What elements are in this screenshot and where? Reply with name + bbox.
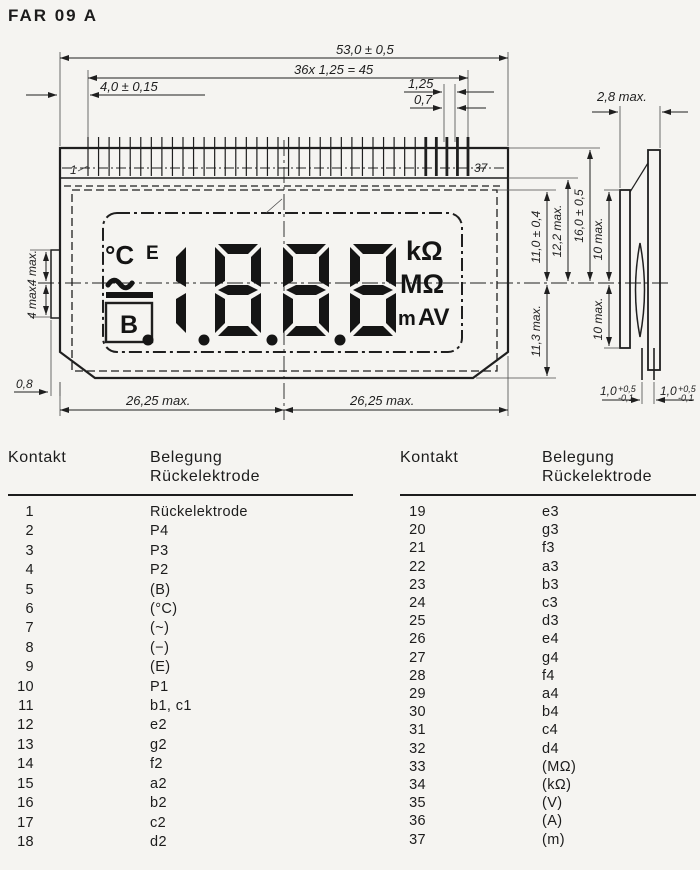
glass-seal-lens xyxy=(636,243,645,337)
pin-assignment: b1, c1 xyxy=(150,698,192,715)
pin-number: 14 xyxy=(17,756,34,773)
pin-assignment: c3 xyxy=(542,595,559,612)
kontakt-header: Kontakt xyxy=(8,449,67,466)
belegung-header xyxy=(542,448,696,486)
decimal-point xyxy=(199,335,210,346)
side-view xyxy=(591,89,697,404)
table-row xyxy=(8,542,353,561)
dim-thickness: 2,8 max. xyxy=(597,89,647,104)
table-row xyxy=(8,600,353,619)
pin-table-left xyxy=(8,448,353,852)
pin-number: 33 xyxy=(409,758,426,775)
pin-number: 13 xyxy=(17,736,34,753)
table-row xyxy=(400,558,696,576)
belegung-header-line2: Rückelektrode xyxy=(542,468,653,485)
pin-37-label: 37 xyxy=(474,161,488,175)
front-view xyxy=(14,42,600,420)
dim-pin-pitch: 1,25 xyxy=(408,76,434,91)
dim-total-upper-height: 16,0 ± 0,5 xyxy=(572,189,586,243)
dim-pin-left-tol-plus: +0,5 xyxy=(618,384,636,394)
table-row xyxy=(400,503,696,521)
dim-window-upper-height: 11,0 ± 0,4 xyxy=(529,210,543,264)
pin-number: 17 xyxy=(17,814,34,831)
pin-assignment: (E) xyxy=(150,659,171,676)
pin-number: 37 xyxy=(409,831,426,848)
table-row xyxy=(400,758,696,776)
pin-number: 9 xyxy=(25,659,34,676)
table-row xyxy=(400,539,696,557)
header-rule xyxy=(8,494,353,496)
pin-assignment: d3 xyxy=(542,613,559,630)
belegung-header-line2: Rückelektrode xyxy=(150,468,261,485)
pin-assignment: d2 xyxy=(150,833,167,850)
dim-pin-right-tol-minus: -0,1 xyxy=(678,393,694,403)
b-annunciator: B xyxy=(120,311,139,339)
pin-assignment: a4 xyxy=(542,686,559,703)
decimal-point xyxy=(267,335,278,346)
table-row xyxy=(8,561,353,580)
table-row xyxy=(8,814,353,833)
pin-number: 23 xyxy=(409,576,426,593)
table-row xyxy=(8,639,353,658)
table-row xyxy=(400,812,696,830)
dim-pin-right-tol-plus: +0,5 xyxy=(678,384,696,394)
table-row xyxy=(8,581,353,600)
pin-assignment: Rückelektrode xyxy=(150,504,248,520)
pin-assignment: c2 xyxy=(150,814,167,831)
table-row xyxy=(400,685,696,703)
table-row xyxy=(8,755,353,774)
pin-assignment: P4 xyxy=(150,523,169,540)
pin-assignment: e3 xyxy=(542,504,559,520)
pin-number: 35 xyxy=(409,795,426,812)
pin-number: 27 xyxy=(409,649,426,666)
pin-assignment: c4 xyxy=(542,722,559,739)
minus-dc-icon xyxy=(106,292,153,298)
pin-assignment: (~) xyxy=(150,620,170,637)
dim-pin-length-left: 1,0 xyxy=(600,384,617,398)
pin-assignment: d4 xyxy=(542,740,559,757)
pin-assignment: b3 xyxy=(542,576,559,593)
side-tab xyxy=(51,250,60,318)
pin-assignment: P2 xyxy=(150,562,169,579)
table-row xyxy=(400,703,696,721)
e-annunciator: E xyxy=(146,243,159,264)
pin-number: 10 xyxy=(17,678,34,695)
dim-pin-span: 36x 1,25 = 45 xyxy=(294,62,374,77)
pin-assignment: (−) xyxy=(150,639,170,656)
belegung-header xyxy=(150,448,353,486)
table-row xyxy=(400,649,696,667)
pin-assignment: f2 xyxy=(150,756,163,773)
table-body xyxy=(8,503,353,852)
table-row xyxy=(8,697,353,716)
pin-number: 16 xyxy=(17,795,34,812)
pin-assignment: g4 xyxy=(542,649,559,666)
dim-pin-width: 0,7 xyxy=(414,92,433,107)
pin-number: 30 xyxy=(409,704,426,721)
pin-number: 15 xyxy=(17,775,34,792)
mohm-annunciator: MΩ xyxy=(400,269,445,299)
dim-total-width: 53,0 ± 0,5 xyxy=(336,42,394,57)
pin-number: 31 xyxy=(409,722,426,739)
pin-table-right xyxy=(400,448,696,849)
pin-number: 2 xyxy=(25,523,34,540)
front-glass xyxy=(620,190,630,348)
pin-number: 5 xyxy=(25,581,34,598)
table-row xyxy=(400,721,696,739)
milli-annunciator: m xyxy=(398,308,416,330)
pin-assignment: a2 xyxy=(150,775,167,792)
pin-number: 21 xyxy=(409,540,426,557)
pin-assignment: g3 xyxy=(542,522,559,539)
pin-number: 36 xyxy=(409,813,426,830)
celsius-annunciator: °C xyxy=(105,240,135,270)
pin-assignment: e2 xyxy=(150,717,167,734)
pin-assignment: P3 xyxy=(150,542,169,559)
table-row xyxy=(400,831,696,849)
table-row xyxy=(8,794,353,813)
pin-number: 6 xyxy=(25,601,34,618)
back-glass xyxy=(648,150,660,370)
pin-assignment: (kΩ) xyxy=(542,777,572,794)
table-row xyxy=(400,612,696,630)
table-row xyxy=(400,776,696,794)
dim-lower-height: 11,3 max. xyxy=(529,305,543,357)
pin-number: 32 xyxy=(409,740,426,757)
part-number-title: FAR 09 A xyxy=(8,6,99,25)
lcd-segments xyxy=(105,236,450,346)
pin-number: 7 xyxy=(25,620,34,637)
table-row xyxy=(400,594,696,612)
table-row xyxy=(8,619,353,638)
table-row xyxy=(400,667,696,685)
table-row xyxy=(400,630,696,648)
pin-number: 20 xyxy=(409,522,426,539)
pin-assignment: b2 xyxy=(150,795,167,812)
dim-tab-upper: 4 max. xyxy=(25,249,39,287)
pin-assignment: (B) xyxy=(150,581,171,598)
dim-pin-left-tol-minus: -0,1 xyxy=(618,393,634,403)
pin-assignment: (°C) xyxy=(150,601,178,618)
pin-assignment: P1 xyxy=(150,678,169,695)
pin-number: 28 xyxy=(409,667,426,684)
table-row xyxy=(8,775,353,794)
pin-number: 18 xyxy=(17,833,34,850)
table-row xyxy=(400,576,696,594)
table-row xyxy=(8,658,353,677)
table-row xyxy=(400,740,696,758)
belegung-header-line1: Belegung xyxy=(150,449,223,466)
dim-pin-length-right: 1,0 xyxy=(660,384,677,398)
dim-half-width-left: 26,25 max. xyxy=(126,393,191,408)
table-row xyxy=(8,522,353,541)
pin-number: 29 xyxy=(409,686,426,703)
pin-number: 22 xyxy=(409,558,426,575)
table-header xyxy=(400,448,696,486)
kontakt-header: Kontakt xyxy=(400,449,459,466)
pin-assignment: f4 xyxy=(542,667,555,684)
pin-assignment: b4 xyxy=(542,704,559,721)
decimal-point xyxy=(335,335,346,346)
tilde-ac-icon xyxy=(108,280,132,288)
dim-tab-depth: 0,8 xyxy=(16,377,33,391)
pin-assignment: (V) xyxy=(542,795,563,812)
pin-assignment: a3 xyxy=(542,558,559,575)
dim-first-pin-offset: 4,0 ± 0,15 xyxy=(100,79,158,94)
table-header xyxy=(8,448,353,486)
pin-assignment: f3 xyxy=(542,540,555,557)
pin-number: 26 xyxy=(409,631,426,648)
pin-number: 8 xyxy=(25,639,34,656)
table-row xyxy=(8,716,353,735)
pin-number: 3 xyxy=(25,542,34,559)
table-row xyxy=(8,503,353,522)
table-row xyxy=(400,521,696,539)
lcd-digits xyxy=(143,244,397,346)
pin-number: 4 xyxy=(25,562,34,579)
dim-side-lower-height: 10 max. xyxy=(591,297,605,341)
pin-number: 19 xyxy=(409,504,426,520)
pin-assignment: (MΩ) xyxy=(542,758,577,775)
pin-assignment: e4 xyxy=(542,631,559,648)
table-row xyxy=(8,678,353,697)
header-rule xyxy=(400,494,696,496)
pin-number: 24 xyxy=(409,595,426,612)
pin-number: 1 xyxy=(25,504,34,520)
table-body xyxy=(400,503,696,849)
pin-1-label: 1 xyxy=(70,163,77,177)
contact-pins xyxy=(88,137,468,176)
table-row xyxy=(400,794,696,812)
pin-number: 34 xyxy=(409,777,426,794)
dim-glass-upper-height: 12,2 max. xyxy=(550,204,564,258)
dim-tab-lower: 4 max. xyxy=(25,282,39,320)
pin-assignment: (A) xyxy=(542,813,563,830)
dim-half-width-right: 26,25 max. xyxy=(350,393,415,408)
pin-assignment: (m) xyxy=(542,831,565,848)
table-row xyxy=(8,736,353,755)
decimal-point xyxy=(143,335,154,346)
kohm-annunciator: kΩ xyxy=(406,236,443,266)
table-row xyxy=(8,833,353,852)
pin-number: 25 xyxy=(409,613,426,630)
pin-number: 12 xyxy=(17,717,34,734)
amp-volt-annunciator: AV xyxy=(418,304,450,331)
pin-assignment: g2 xyxy=(150,736,167,753)
pin-number: 11 xyxy=(18,698,34,715)
dim-side-upper-height: 10 max. xyxy=(591,217,605,261)
belegung-header-line1: Belegung xyxy=(542,449,615,466)
